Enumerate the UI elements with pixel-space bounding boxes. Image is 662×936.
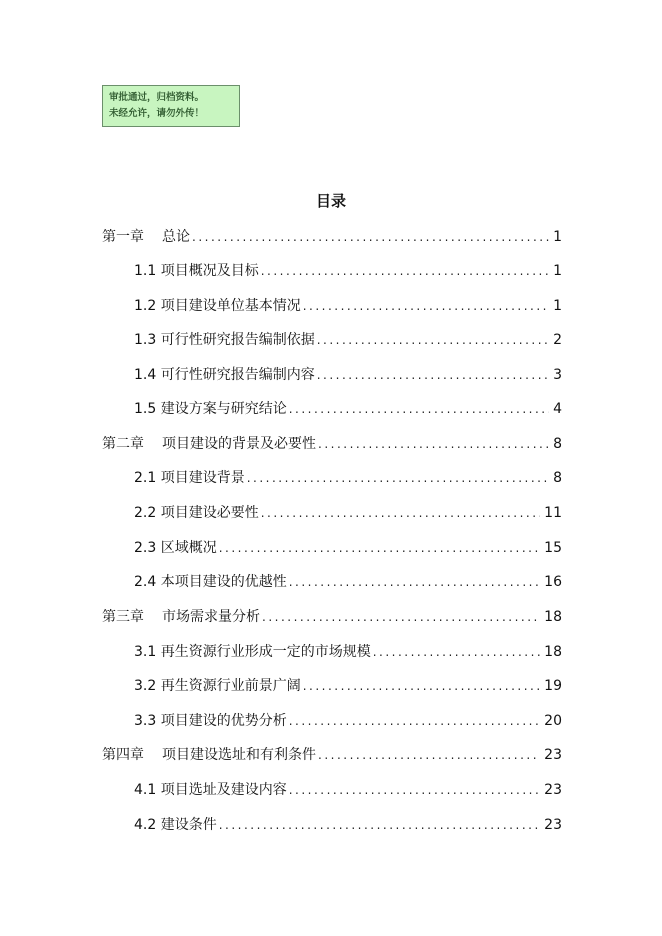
toc-page-number: 1 [553, 263, 562, 279]
toc-page-number: 23 [544, 817, 562, 833]
toc-leader-dots [262, 606, 540, 628]
toc-section-4-1[interactable] [134, 779, 562, 801]
notice-line-2: 未经允许，请勿外传！ [109, 108, 205, 119]
toc-page-number: 23 [544, 782, 562, 798]
toc-leader-dots [303, 295, 549, 317]
toc-section-title: 项目建设背景 [160, 470, 245, 486]
toc-chapter-title: 总论 [162, 229, 190, 245]
toc-leader-dots [317, 329, 549, 351]
toc-leader-dots [289, 710, 540, 732]
toc-section-number: 4.2 [134, 817, 157, 833]
toc-section-1-4[interactable] [134, 364, 562, 386]
toc-leader-dots [318, 744, 540, 766]
toc-leader-dots [247, 467, 549, 489]
toc-leader-dots [219, 814, 540, 836]
toc-section-title: 可行性研究报告编制内容 [160, 367, 315, 383]
toc-section-2-4[interactable] [134, 571, 562, 593]
toc-page-number: 11 [544, 505, 562, 521]
toc-chapter-1[interactable] [102, 226, 562, 248]
toc-page-number: 15 [544, 540, 562, 556]
toc-section-title: 区域概况 [160, 540, 217, 556]
toc-leader-dots [289, 398, 549, 420]
toc-leader-dots [261, 260, 549, 282]
toc-section-title: 建设条件 [160, 817, 217, 833]
toc-section-title: 本项目建设的优越性 [160, 574, 287, 590]
toc-section-number: 3.2 [134, 678, 157, 694]
notice-line-1: 审批通过，归档资料。 [109, 92, 205, 103]
toc-page-number: 19 [544, 678, 562, 694]
toc-section-number: 1.1 [134, 263, 157, 279]
toc-section-1-1[interactable] [134, 260, 562, 282]
toc-section-title: 再生资源行业形成一定的市场规模 [160, 644, 371, 660]
toc-page-number: 23 [544, 747, 562, 763]
toc-leader-dots [261, 502, 540, 524]
toc-section-title: 建设方案与研究结论 [160, 401, 287, 417]
toc-page-number: 2 [553, 332, 562, 348]
toc-section-number: 3.3 [134, 713, 157, 729]
toc-leader-dots [289, 571, 540, 593]
toc-page-number: 4 [553, 401, 562, 417]
toc-section-title: 项目建设单位基本情况 [160, 298, 301, 314]
toc-chapter-2[interactable] [102, 433, 562, 455]
toc-section-title: 可行性研究报告编制依据 [160, 332, 315, 348]
toc-chapter-4[interactable] [102, 744, 562, 766]
toc-page-number: 1 [553, 298, 562, 314]
toc-page-number: 16 [544, 574, 562, 590]
toc-section-1-2[interactable] [134, 295, 562, 317]
toc-leader-dots [318, 433, 549, 455]
toc-chapter-label: 第四章 [102, 747, 144, 763]
toc-page-number: 18 [544, 644, 562, 660]
toc-section-2-1[interactable] [134, 467, 562, 489]
toc-page-number: 8 [553, 436, 562, 452]
toc-section-number: 2.2 [134, 505, 157, 521]
toc-page-number: 20 [544, 713, 562, 729]
toc-leader-dots [289, 779, 540, 801]
toc-section-title: 项目选址及建设内容 [160, 782, 287, 798]
toc-section-number: 1.2 [134, 298, 157, 314]
toc-section-number: 2.1 [134, 470, 157, 486]
toc-section-number: 2.4 [134, 574, 157, 590]
toc-leader-dots [303, 675, 540, 697]
toc-leader-dots [192, 226, 549, 248]
toc-section-2-3[interactable] [134, 537, 562, 559]
toc-section-number: 4.1 [134, 782, 157, 798]
toc-leader-dots [219, 537, 540, 559]
toc-section-title: 项目建设必要性 [160, 505, 259, 521]
toc-chapter-title: 项目建设的背景及必要性 [162, 436, 316, 452]
toc-section-title: 项目建设的优势分析 [160, 713, 287, 729]
toc-chapter-label: 第三章 [102, 609, 144, 625]
toc-leader-dots [373, 641, 540, 663]
toc-chapter-3[interactable] [102, 606, 562, 628]
toc-chapter-title: 项目建设选址和有利条件 [162, 747, 316, 763]
toc-section-2-2[interactable] [134, 502, 562, 524]
toc-page-number: 8 [553, 470, 562, 486]
approval-notice-box [102, 85, 240, 127]
toc-section-3-1[interactable] [134, 641, 562, 663]
toc-page-number: 1 [553, 229, 562, 245]
toc-chapter-label: 第一章 [102, 229, 144, 245]
toc-section-number: 3.1 [134, 644, 157, 660]
toc-section-1-5[interactable] [134, 398, 562, 420]
toc-section-number: 1.3 [134, 332, 157, 348]
toc-chapter-label: 第二章 [102, 436, 144, 452]
toc-section-title: 项目概况及目标 [160, 263, 259, 279]
toc-section-number: 1.4 [134, 367, 157, 383]
toc-section-number: 1.5 [134, 401, 157, 417]
toc-page-number: 18 [544, 609, 562, 625]
toc-section-3-2[interactable] [134, 675, 562, 697]
toc-section-3-3[interactable] [134, 710, 562, 732]
toc-section-4-2[interactable] [134, 814, 562, 836]
toc-section-1-3[interactable] [134, 329, 562, 351]
toc-section-title: 再生资源行业前景广阔 [160, 678, 301, 694]
toc-section-number: 2.3 [134, 540, 157, 556]
toc-chapter-title: 市场需求量分析 [162, 609, 260, 625]
toc-page-number: 3 [553, 367, 562, 383]
toc-title: 目录 [315, 192, 346, 210]
toc-leader-dots [317, 364, 549, 386]
